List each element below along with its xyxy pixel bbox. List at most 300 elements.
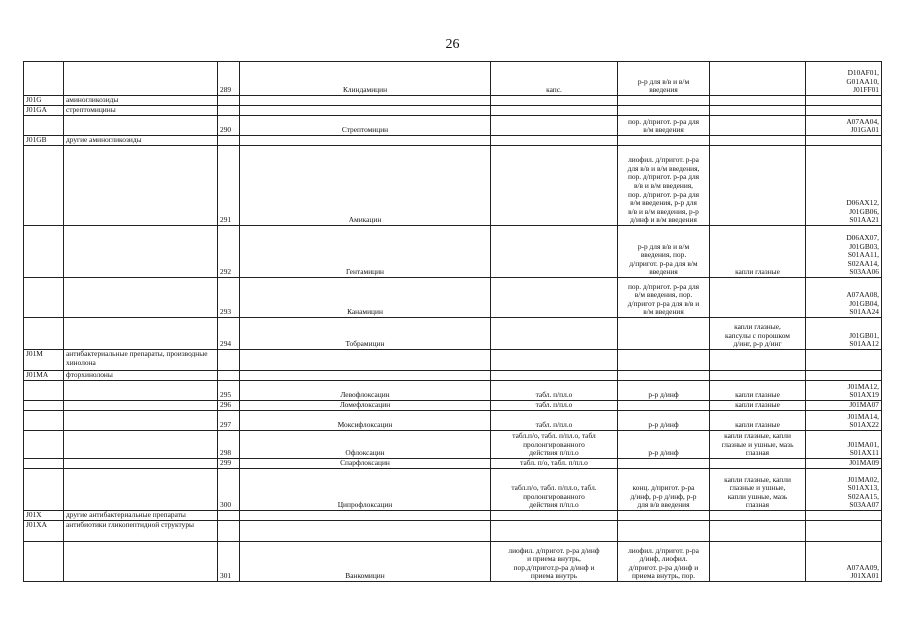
- atc-group-code-cell: [24, 371, 64, 381]
- drug-name-cell: [240, 521, 491, 542]
- cell-line: S01AX13,: [847, 483, 879, 493]
- injection-form-cell: [618, 116, 710, 136]
- page-number: 26: [445, 37, 460, 52]
- atc-group-code-cell: [24, 96, 64, 106]
- cell-line: D06AX12,: [846, 198, 879, 208]
- cell-text: Канамицин: [347, 307, 383, 317]
- atc-group-name-cell: [64, 350, 218, 371]
- atc-code-cell: [806, 521, 882, 542]
- topical-form-cell: [710, 542, 806, 582]
- dosage-form-cell: [491, 469, 618, 511]
- cell-line: введения: [649, 267, 678, 277]
- drug-name-cell: [240, 542, 491, 582]
- cell-line: капли глазные: [735, 267, 780, 277]
- drug-name-cell: [240, 96, 491, 106]
- topical-form-cell: [710, 62, 806, 96]
- dosage-form-cell: [491, 318, 618, 350]
- dosage-form-cell: [491, 431, 618, 459]
- cell-line: J01GB03,: [849, 241, 879, 251]
- row-number-cell: [218, 431, 240, 459]
- cell-line: р-р д/инф: [648, 420, 679, 430]
- cell-text: J01GA: [26, 105, 47, 114]
- injection-form-cell: [618, 469, 710, 511]
- cell-text: стрептомицины: [66, 105, 116, 114]
- table-row: [24, 511, 882, 521]
- cell-line: пор. д/пригот. р-ра для: [627, 281, 700, 291]
- atc-group-code-cell: [24, 511, 64, 521]
- dosage-form-cell: [491, 511, 618, 521]
- topical-form-cell: [710, 116, 806, 136]
- atc-group-name-cell: [64, 146, 218, 226]
- cell-text: J01X: [26, 510, 42, 519]
- cell-line: капли глазные,: [734, 322, 781, 332]
- table-row: [24, 278, 882, 318]
- cell-text: Моксифлоксацин: [337, 420, 393, 430]
- drug-name-cell: [240, 350, 491, 371]
- cell-line: J01GB01,: [849, 330, 879, 340]
- dosage-form-cell: [491, 459, 618, 469]
- dosage-form-cell: [491, 411, 618, 431]
- cell-line: J01XA01: [850, 571, 879, 581]
- atc-group-code-cell: [24, 106, 64, 116]
- topical-form-cell: [710, 469, 806, 511]
- cell-text: фторхинолоны: [66, 370, 113, 379]
- table-row: [24, 411, 882, 431]
- injection-form-cell: [618, 381, 710, 401]
- topical-form-cell: [710, 371, 806, 381]
- atc-code-cell: [806, 62, 882, 96]
- cell-line: д/инф, лиофил.: [639, 554, 688, 564]
- cell-text: Амикацин: [348, 215, 382, 225]
- row-number-cell: [218, 542, 240, 582]
- injection-form-cell: [618, 136, 710, 146]
- cell-line: табл. п/пл.о: [535, 400, 573, 410]
- cell-line: введения, пор.: [640, 250, 687, 260]
- cell-line: в/в и в/м введения, р-р: [628, 206, 699, 216]
- injection-form-cell: [618, 459, 710, 469]
- atc-group-code-cell: [24, 62, 64, 96]
- atc-code-cell: [806, 318, 882, 350]
- injection-form-cell: [618, 96, 710, 106]
- cell-text: 299: [220, 458, 232, 468]
- cell-line: табл.п/о, табл. п/пл.о, табл.: [511, 483, 597, 493]
- cell-line: пор. д/пригот. р-ра для: [627, 189, 700, 199]
- dosage-form-cell: [491, 226, 618, 278]
- atc-code-cell: [806, 96, 882, 106]
- atc-group-code-cell: [24, 542, 64, 582]
- cell-line: S01AX22: [849, 420, 879, 430]
- cell-line: S01AA24: [849, 307, 879, 317]
- atc-group-name-cell: [64, 318, 218, 350]
- cell-line: приема внутрь, пор.: [631, 571, 696, 581]
- injection-form-cell: [618, 106, 710, 116]
- drug-name-cell: [240, 62, 491, 96]
- cell-line: для в/в введения: [637, 500, 690, 510]
- cell-text: 298: [220, 448, 232, 458]
- row-number-cell: [218, 459, 240, 469]
- dosage-form-cell: [491, 381, 618, 401]
- cell-text: Ванкомицин: [345, 571, 385, 581]
- atc-group-name-cell: [64, 459, 218, 469]
- dosage-form-cell: [491, 96, 618, 106]
- atc-group-name-cell: [64, 96, 218, 106]
- atc-group-name-cell: [64, 371, 218, 381]
- atc-code-cell: [806, 381, 882, 401]
- dosage-form-cell: [491, 401, 618, 411]
- cell-line: в/в и в/м введения,: [633, 181, 694, 191]
- table-row: [24, 136, 882, 146]
- atc-group-name-cell: [64, 521, 218, 542]
- table-row: [24, 350, 882, 371]
- drug-name-cell: [240, 411, 491, 431]
- injection-form-cell: [618, 411, 710, 431]
- atc-code-cell: [806, 350, 882, 371]
- row-number-cell: [218, 318, 240, 350]
- table-row: [24, 116, 882, 136]
- drug-name-cell: [240, 511, 491, 521]
- atc-group-code-cell: [24, 318, 64, 350]
- cell-line: пролонгированного: [523, 491, 585, 501]
- dosage-form-cell: [491, 278, 618, 318]
- cell-line: J01MA07: [849, 400, 879, 410]
- atc-group-name-cell: [64, 542, 218, 582]
- topical-form-cell: [710, 521, 806, 542]
- atc-group-code-cell: [24, 469, 64, 511]
- row-number-cell: [218, 146, 240, 226]
- atc-code-cell: [806, 469, 882, 511]
- topical-form-cell: [710, 96, 806, 106]
- table-row: [24, 431, 882, 459]
- cell-text: J01XA: [26, 520, 47, 529]
- cell-line: действия п/пл.о: [529, 448, 579, 458]
- cell-text: 291: [220, 215, 232, 225]
- table-row: [24, 371, 882, 381]
- cell-line: S01AA21: [849, 215, 879, 225]
- drug-name-cell: [240, 431, 491, 459]
- dosage-form-cell: [491, 62, 618, 96]
- atc-group-code-cell: [24, 350, 64, 371]
- topical-form-cell: [710, 106, 806, 116]
- atc-group-name-cell: [64, 136, 218, 146]
- topical-form-cell: [710, 401, 806, 411]
- cell-text: другие аминогликозиды: [66, 135, 142, 144]
- cell-line: действия п/пл.о: [529, 500, 579, 510]
- atc-group-code-cell: [24, 459, 64, 469]
- cell-line: D10AF01,: [847, 68, 879, 78]
- drug-name-cell: [240, 226, 491, 278]
- table-row: [24, 459, 882, 469]
- dosage-form-cell: [491, 136, 618, 146]
- row-number-cell: [218, 401, 240, 411]
- row-number-cell: [218, 106, 240, 116]
- drug-name-cell: [240, 401, 491, 411]
- cell-line: лиофил. д/пригот. р-ра д/инф: [508, 545, 600, 555]
- row-number-cell: [218, 278, 240, 318]
- cell-line: S01AA12: [849, 339, 879, 349]
- injection-form-cell: [618, 521, 710, 542]
- cell-text: Гентамицин: [345, 267, 385, 277]
- cell-line: в/м введения: [643, 307, 684, 317]
- cell-text: аминогликозиды: [66, 95, 119, 104]
- table-row: [24, 542, 882, 582]
- cell-line: J01MA01,: [847, 439, 879, 449]
- atc-code-cell: [806, 401, 882, 411]
- cell-text: 293: [220, 307, 232, 317]
- cell-text: Стрептомицин: [341, 125, 389, 135]
- drug-name-cell: [240, 106, 491, 116]
- atc-group-name-cell: [64, 469, 218, 511]
- topical-form-cell: [710, 318, 806, 350]
- cell-text: 301: [220, 571, 232, 581]
- cell-line: S03AA06: [849, 267, 879, 277]
- cell-line: табл. п/пл.о: [535, 420, 573, 430]
- row-number-cell: [218, 521, 240, 542]
- injection-form-cell: [618, 542, 710, 582]
- cell-line: лиофил. д/пригот. р-ра: [628, 155, 699, 165]
- drug-name-cell: [240, 116, 491, 136]
- cell-text: другие антибактериальные препараты: [66, 510, 186, 519]
- injection-form-cell: [618, 371, 710, 381]
- cell-text: 292: [220, 267, 232, 277]
- row-number-cell: [218, 469, 240, 511]
- row-number-cell: [218, 62, 240, 96]
- cell-line: пролонгированного: [523, 439, 585, 449]
- cell-line: табл. п/пл.о: [535, 390, 573, 400]
- atc-group-name-cell: [64, 116, 218, 136]
- atc-group-code-cell: [24, 401, 64, 411]
- cell-line: глазные и ушные,: [729, 483, 786, 493]
- cell-text: антибактериальные препараты, производные хинолона: [66, 349, 208, 367]
- drug-name-cell: [240, 146, 491, 226]
- cell-line: р-р д/инф: [648, 448, 679, 458]
- cell-text: Спарфлоксацин: [340, 458, 390, 468]
- atc-group-code-cell: [24, 411, 64, 431]
- cell-line: S01AX11: [849, 448, 879, 458]
- drug-name-cell: [240, 381, 491, 401]
- cell-line: капли глазные, капли: [724, 474, 791, 484]
- cell-text: 290: [220, 125, 232, 135]
- atc-group-code-cell: [24, 226, 64, 278]
- topical-form-cell: [710, 136, 806, 146]
- cell-text: Ципрофлоксацин: [337, 500, 393, 510]
- atc-group-code-cell: [24, 431, 64, 459]
- atc-group-name-cell: [64, 381, 218, 401]
- cell-line: J01GB06,: [849, 206, 879, 216]
- cell-text: 295: [220, 390, 232, 400]
- cell-line: р-р д/инф: [648, 390, 679, 400]
- cell-line: A07AA04,: [846, 116, 879, 126]
- cell-line: приема внутрь: [530, 571, 578, 581]
- atc-code-cell: [806, 278, 882, 318]
- cell-line: S02AA15,: [847, 491, 879, 501]
- cell-line: G01AA10,: [846, 76, 879, 86]
- atc-group-name-cell: [64, 511, 218, 521]
- cell-line: и приема внутрь,: [527, 554, 581, 564]
- table-row: [24, 381, 882, 401]
- table-row: [24, 521, 882, 542]
- atc-code-cell: [806, 431, 882, 459]
- cell-line: д/инг, р-р д/инг: [733, 339, 782, 349]
- cell-line: для в/в и в/м введения,: [627, 163, 700, 173]
- atc-group-name-cell: [64, 431, 218, 459]
- row-number-cell: [218, 116, 240, 136]
- cell-line: д/инф, р-р д/инф, р-р: [630, 491, 697, 501]
- cell-line: S02AA14,: [847, 258, 879, 268]
- cell-text: антибиотики гликопептидной структуры: [66, 520, 194, 529]
- drug-name-cell: [240, 278, 491, 318]
- cell-line: пор.д/пригот.р-ра д/инф и: [513, 562, 595, 572]
- cell-line: D06AX07,: [846, 233, 879, 243]
- cell-text: J01MA: [26, 370, 49, 379]
- cell-line: капли глазные: [735, 390, 780, 400]
- cell-text: Тобрамицин: [345, 339, 385, 349]
- atc-group-name-cell: [64, 226, 218, 278]
- atc-group-code-cell: [24, 116, 64, 136]
- cell-text: J01GB: [26, 135, 47, 144]
- cell-line: A07AA08,: [846, 290, 879, 300]
- atc-code-cell: [806, 511, 882, 521]
- cell-line: глазная: [745, 448, 770, 458]
- cell-line: S01AA11,: [847, 250, 879, 260]
- table-row: [24, 318, 882, 350]
- cell-line: J01GA01: [850, 125, 879, 135]
- topical-form-cell: [710, 350, 806, 371]
- cell-line: введения: [649, 85, 678, 95]
- row-number-cell: [218, 226, 240, 278]
- cell-line: глазные и ушные, мазь: [721, 439, 794, 449]
- row-number-cell: [218, 96, 240, 106]
- cell-text: 300: [220, 500, 232, 510]
- cell-line: капли глазные, капли: [724, 431, 791, 441]
- table-row: [24, 62, 882, 96]
- topical-form-cell: [710, 511, 806, 521]
- atc-code-cell: [806, 146, 882, 226]
- topical-form-cell: [710, 459, 806, 469]
- atc-group-code-cell: [24, 381, 64, 401]
- cell-line: J01MA12,: [847, 381, 879, 391]
- cell-line: J01MA14,: [847, 411, 879, 421]
- cell-line: конц. д/пригот. р-ра: [632, 483, 695, 493]
- drug-name-cell: [240, 459, 491, 469]
- cell-text: 289: [220, 85, 232, 95]
- cell-text: 296: [220, 400, 232, 410]
- atc-code-cell: [806, 542, 882, 582]
- dosage-form-cell: [491, 350, 618, 371]
- row-number-cell: [218, 371, 240, 381]
- cell-text: Офлоксацин: [345, 448, 385, 458]
- cell-text: Клиндамицин: [342, 85, 388, 95]
- topical-form-cell: [710, 278, 806, 318]
- table-row: [24, 146, 882, 226]
- table-body: [24, 62, 882, 582]
- cell-line: р-р для в/в и в/м: [637, 76, 690, 86]
- cell-line: S01AX19: [849, 390, 879, 400]
- atc-code-cell: [806, 411, 882, 431]
- dosage-form-cell: [491, 521, 618, 542]
- atc-group-code-cell: [24, 136, 64, 146]
- atc-code-cell: [806, 136, 882, 146]
- cell-line: в/м введения: [643, 125, 684, 135]
- row-number-cell: [218, 511, 240, 521]
- dosage-form-cell: [491, 146, 618, 226]
- atc-group-name-cell: [64, 401, 218, 411]
- injection-form-cell: [618, 62, 710, 96]
- cell-line: A07AA09,: [846, 562, 879, 572]
- injection-form-cell: [618, 511, 710, 521]
- table-row: [24, 106, 882, 116]
- injection-form-cell: [618, 278, 710, 318]
- cell-text: J01G: [26, 95, 42, 104]
- drug-name-cell: [240, 371, 491, 381]
- row-number-cell: [218, 411, 240, 431]
- cell-line: р-р для в/в и в/м: [637, 241, 690, 251]
- topical-form-cell: [710, 411, 806, 431]
- cell-line: капли глазные: [735, 420, 780, 430]
- dosage-form-cell: [491, 371, 618, 381]
- cell-line: S03AA07: [849, 500, 879, 510]
- cell-line: капсулы с порошком: [725, 330, 790, 340]
- cell-line: J01FF01: [853, 85, 879, 95]
- cell-text: 294: [220, 339, 232, 349]
- cell-line: J01MA02,: [847, 474, 879, 484]
- atc-group-code-cell: [24, 146, 64, 226]
- row-number-cell: [218, 350, 240, 371]
- atc-group-code-cell: [24, 278, 64, 318]
- table-row: [24, 469, 882, 511]
- cell-line: табл.п/о, табл. п/пл.о, табл: [512, 431, 596, 441]
- injection-form-cell: [618, 146, 710, 226]
- cell-line: пор. д/пригот. р-ра для: [627, 116, 700, 126]
- dosage-form-cell: [491, 106, 618, 116]
- cell-line: капли ушные, мазь: [727, 491, 788, 501]
- cell-line: д/пригот. р-ра д/инф и: [628, 562, 699, 572]
- cell-line: в/м введения, пор.: [634, 290, 693, 300]
- cell-line: J01MA09: [849, 458, 879, 468]
- topical-form-cell: [710, 431, 806, 459]
- cell-text: Левофлоксацин: [340, 390, 390, 400]
- row-number-cell: [218, 136, 240, 146]
- atc-code-cell: [806, 116, 882, 136]
- topical-form-cell: [710, 226, 806, 278]
- topical-form-cell: [710, 146, 806, 226]
- atc-code-cell: [806, 371, 882, 381]
- drug-name-cell: [240, 318, 491, 350]
- atc-group-name-cell: [64, 62, 218, 96]
- cell-text: 297: [220, 420, 232, 430]
- atc-code-cell: [806, 226, 882, 278]
- injection-form-cell: [618, 401, 710, 411]
- cell-line: капс.: [546, 85, 562, 95]
- table-row: [24, 96, 882, 106]
- cell-line: глазная: [745, 500, 770, 510]
- dosage-form-cell: [491, 116, 618, 136]
- cell-line: капли глазные: [735, 400, 780, 410]
- atc-code-cell: [806, 106, 882, 116]
- cell-line: лиофил. д/пригот. р-ра: [628, 545, 699, 555]
- drug-name-cell: [240, 469, 491, 511]
- cell-text: Ломефлоксацин: [339, 400, 391, 410]
- medication-table: [23, 61, 882, 582]
- atc-code-cell: [806, 459, 882, 469]
- atc-group-name-cell: [64, 411, 218, 431]
- row-number-cell: [218, 381, 240, 401]
- cell-line: д/инф и в/м введения: [630, 215, 697, 225]
- atc-group-name-cell: [64, 278, 218, 318]
- cell-line: J01GB04,: [849, 298, 879, 308]
- injection-form-cell: [618, 350, 710, 371]
- injection-form-cell: [618, 431, 710, 459]
- cell-line: табл. п/о, табл. п/пл.о: [520, 458, 588, 468]
